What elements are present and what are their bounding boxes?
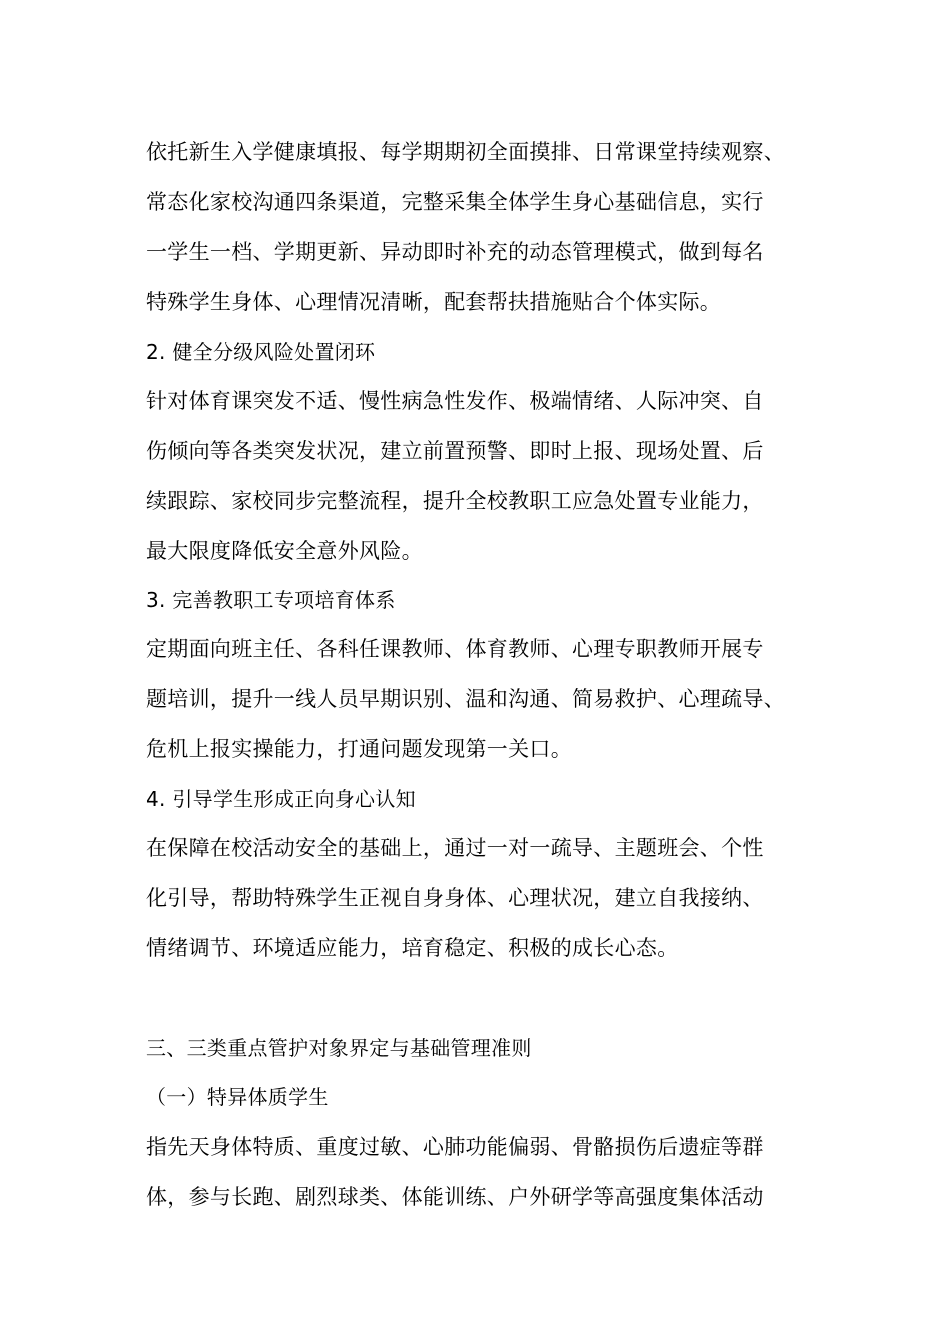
section-3-line-2: 体，参与长跑、剧烈球类、体能训练、户外研学等高强度集体活动 (146, 1185, 764, 1209)
item-3-line-3: 危机上报实操能力，打通问题发现第一关口。 (146, 737, 572, 761)
paragraph-1-line-2: 常态化家校沟通四条渠道，完整采集全体学生身心基础信息，实行 (146, 190, 764, 214)
item-2-heading: 2. 健全分级风险处置闭环 (146, 340, 376, 364)
section-3-subheading: （一）特异体质学生 (146, 1085, 329, 1109)
item-2-line-1: 针对体育课突发不适、慢性病急性发作、极端情绪、人际冲突、自 (146, 389, 764, 413)
item-2-line-2: 伤倾向等各类突发状况，建立前置预警、即时上报、现场处置、后 (146, 439, 764, 463)
section-3-line-1: 指先天身体特质、重度过敏、心肺功能偏弱、骨骼损伤后遗症等群 (146, 1135, 764, 1159)
item-4-line-2: 化引导，帮助特殊学生正视自身身体、心理状况，建立自我接纳、 (146, 886, 764, 910)
paragraph-1-line-3: 一学生一档、学期更新、异动即时补充的动态管理模式，做到每名 (146, 240, 764, 264)
paragraph-1-line-1: 依托新生入学健康填报、每学期期初全面摸排、日常课堂持续观察、 (146, 140, 785, 164)
item-2-line-4: 最大限度降低安全意外风险。 (146, 539, 423, 563)
item-3-line-1: 定期面向班主任、各科任课教师、体育教师、心理专职教师开展专 (146, 637, 764, 661)
item-3-heading: 3. 完善教职工专项培育体系 (146, 588, 396, 612)
item-2-line-3: 续跟踪、家校同步完整流程，提升全校教职工应急处置专业能力， (146, 489, 764, 513)
item-3-line-2: 题培训，提升一线人员早期识别、温和沟通、简易救护、心理疏导、 (146, 687, 785, 711)
paragraph-1-line-4: 特殊学生身体、心理情况清晰，配套帮扶措施贴合个体实际。 (146, 290, 722, 314)
item-4-line-1: 在保障在校活动安全的基础上，通过一对一疏导、主题班会、个性 (146, 836, 764, 860)
section-3-heading: 三、三类重点管护对象界定与基础管理准则 (146, 1036, 532, 1060)
item-4-line-3: 情绪调节、环境适应能力，培育稳定、积极的成长心态。 (146, 936, 679, 960)
item-4-heading: 4. 引导学生形成正向身心认知 (146, 787, 416, 811)
